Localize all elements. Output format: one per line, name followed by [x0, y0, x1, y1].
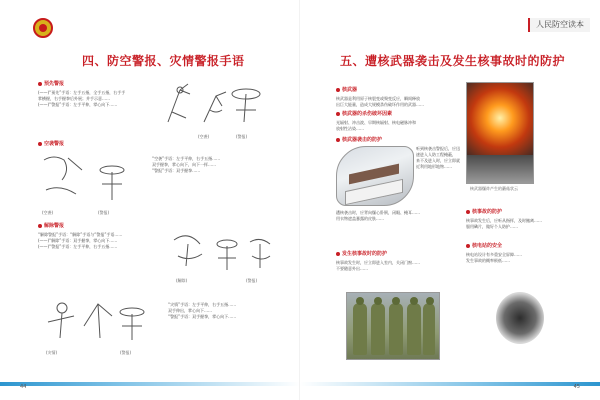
shelter-room-photo	[336, 146, 414, 206]
heading-plant-safety: 核电站的安全	[466, 242, 502, 249]
heading-air-raid-warning: 空袭警报	[38, 140, 64, 147]
hand-signal-sketch	[160, 82, 200, 130]
hand-signal-sketch	[168, 226, 208, 272]
bullet-icon	[38, 142, 42, 146]
hand-signal-sketch	[212, 230, 242, 274]
text-block: “解除警报”手语：“解除”手语与“警报”手语…… (——)“解除”手语：双手握拳，掌心向下…… (——)“警报”手语：左手平伸，右手五指……	[38, 232, 123, 249]
text-block: 核事故发生后，应听从指挥，及时撤离…… 服用碘片，做好个人防护……	[466, 218, 542, 229]
mushroom-cloud-photo	[466, 82, 534, 184]
heading-nuclear-weapon: 核武器	[336, 86, 357, 93]
text-block: 核武器是利用原子核裂变或聚变反应，瞬间释放 出巨大能量，造成大规模杀伤破坏作用的武器……	[336, 96, 424, 107]
hand-signal-sketch	[80, 296, 116, 344]
bullet-icon	[466, 244, 470, 248]
book-tag: 人民防空读本	[528, 18, 590, 32]
heading-nuclear-accident: 核事故的防护	[466, 208, 502, 215]
text-block: 核电站设计有多重安全屏障…… 发生事故的概率极低……	[466, 252, 522, 263]
civil-defense-emblem-icon	[33, 18, 53, 38]
text-block: 遭核袭击时，应背向爆心卧倒，闭眼、掩耳…… 用衣物遮盖暴露的皮肤……	[336, 210, 420, 221]
soldier-figure	[371, 303, 385, 355]
bullet-icon	[38, 224, 42, 228]
caption: (警报)	[98, 210, 110, 215]
right-page	[300, 0, 600, 400]
text-block: “灾情”手语：左手平伸，右手五指…… 双手伸出，掌心向下…… “警报”手语：双手握拳，掌心向下……	[168, 302, 237, 319]
caption: (灾情)	[46, 350, 58, 355]
heading-nuclear-protection: 核武器袭击的防护	[336, 136, 382, 143]
page-number: 45	[573, 384, 580, 390]
footer-bar	[300, 382, 600, 386]
caption: (空袭)	[198, 134, 210, 139]
caption: (空袭)	[42, 210, 54, 215]
bullet-icon	[336, 252, 340, 256]
caption: (警报)	[246, 278, 258, 283]
text-block: 听到核袭击警报后，应迅速进入人防工程掩蔽， 来不及进入时，应立即就近利用地形地物……	[416, 146, 460, 169]
soldier-figure	[407, 303, 421, 355]
photo-caption: 核武器爆炸产生的蘑菇状云	[470, 186, 518, 191]
bullet-icon	[466, 210, 470, 214]
caption: (解除)	[176, 278, 188, 283]
heading-all-clear: 解除警报	[38, 222, 64, 229]
hand-signal-sketch	[226, 80, 266, 128]
page-number: 44	[20, 384, 27, 390]
bullet-icon	[336, 88, 340, 92]
heading-advance-warning: 预先警报	[38, 80, 64, 87]
bullet-icon	[38, 82, 42, 86]
bullet-icon	[336, 112, 340, 116]
text-block: “空袭”手语：左手平伸，右手五指…… 双手握拳，掌心向下，向下一挥…… “警报”手语：双手握拳……	[152, 156, 221, 173]
caption: (警报)	[120, 350, 132, 355]
soldier-figure	[353, 303, 367, 355]
protective-suits-photo	[346, 292, 440, 360]
caption: (警报)	[236, 134, 248, 139]
gas-mask-photo	[496, 292, 544, 344]
footer-bar	[0, 382, 300, 386]
soldier-figure	[423, 303, 435, 355]
hand-signal-sketch	[40, 298, 80, 344]
heading-accident-protection: 发生核事故时的防护	[336, 250, 387, 257]
bullet-icon	[336, 138, 340, 142]
text-block: (——)“预先”手语：左手五指，全手五指，右手手 掌横握，右手握拳后外展；并手示意…… (——)“警报”手语：左手平伸，掌心向下……	[38, 90, 126, 107]
hand-signal-sketch	[38, 150, 88, 208]
right-page-title: 五、遭核武器袭击及发生核事故时的防护	[340, 54, 566, 68]
soldier-figure	[389, 303, 403, 355]
hand-signal-sketch	[92, 150, 132, 208]
text-block: 核事故发生时，应立即进入室内，关闭门窗…… 不要随意外出……	[336, 260, 420, 271]
hand-signal-sketch	[244, 232, 276, 272]
text-block: 光辐射、冲击波、早期核辐射、核电磁脉冲和 放射性沾染……	[336, 120, 416, 131]
hand-signal-sketch	[114, 298, 150, 344]
left-page-title: 四、防空警报、灾情警报手语	[82, 54, 245, 68]
heading-damage-factors: 核武器的杀伤破坏因素	[336, 110, 392, 117]
